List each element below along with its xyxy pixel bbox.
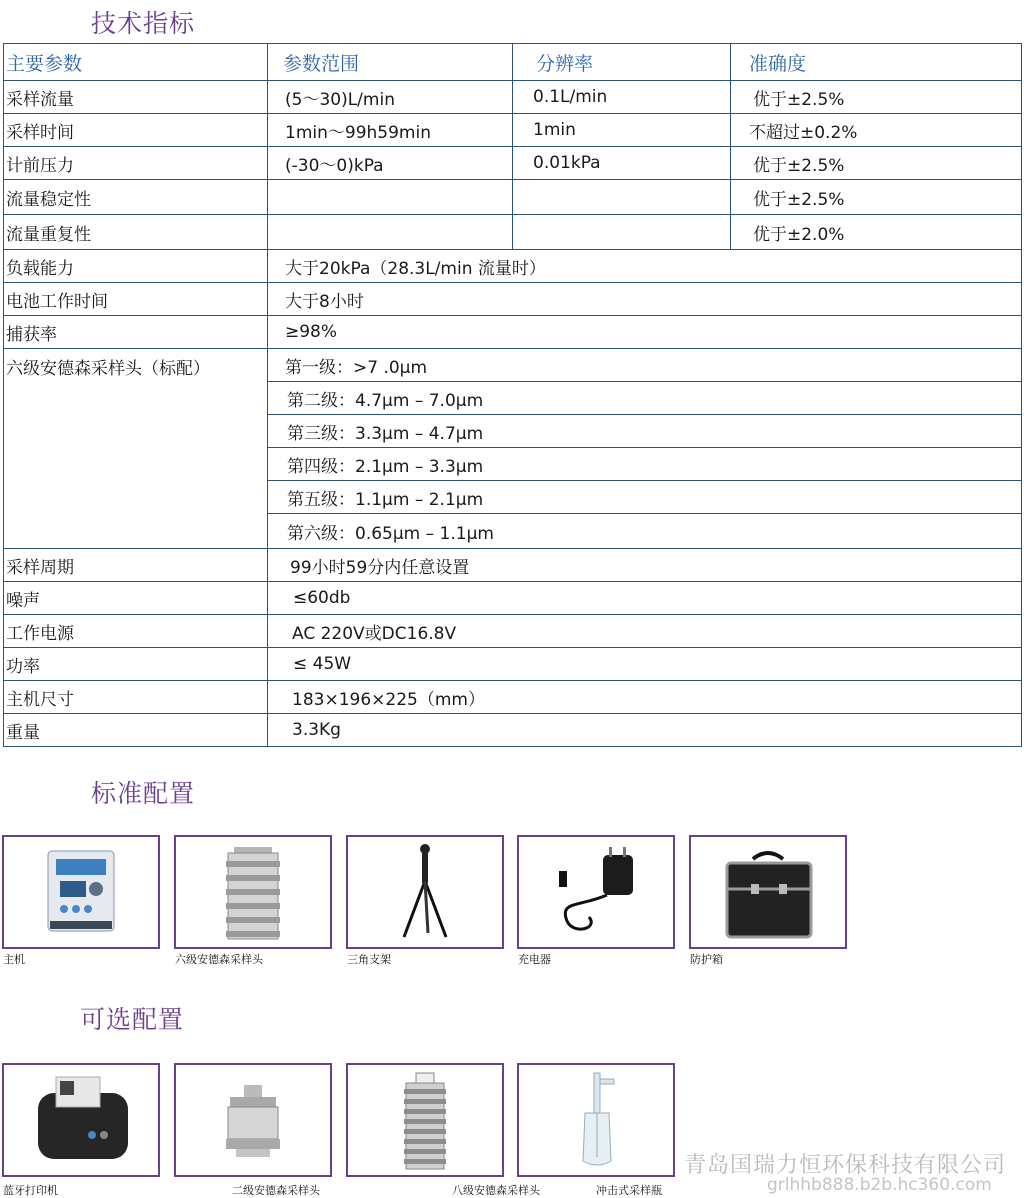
stage-value: 第二级：4.7μm – 7.0μm [268,382,1022,415]
table-row [4,648,1022,681]
item-caption: 八级安德森采样头 [452,1184,540,1197]
param-value: 大于8小时 [268,283,1022,316]
param-name: 电池工作时间 [4,283,268,316]
header-accuracy: 准确度 [731,44,1022,81]
table-row [4,615,1022,648]
param-name: 采样时间 [4,114,268,147]
sampler-host-icon [4,837,158,947]
url-watermark: grlhhb888.b2b.hc360.com [767,1175,992,1195]
carrying-case-icon [691,837,845,947]
item-caption: 防护箱 [690,953,723,966]
table-row [4,114,1022,147]
param-accuracy: 优于±2.0% [731,215,1022,250]
param-range [268,180,513,215]
stage-value: 第一级：>7 .0μm [268,349,1022,382]
item-caption: 三角支架 [347,953,391,966]
table-row [4,250,1022,283]
spec-table-header [4,44,1022,81]
param-range [268,215,513,250]
stage-value: 第四级：2.1μm – 3.3μm [268,448,1022,481]
header-param: 主要参数 [4,44,268,81]
stage-value: 第六级：0.65μm – 1.1μm [268,514,1022,549]
param-resolution: 1min [513,114,731,147]
param-resolution: 0.01kPa [513,147,731,180]
table-row [4,215,1022,250]
stage-value: 第五级：1.1μm – 2.1μm [268,481,1022,514]
item-caption: 主机 [3,953,25,966]
bluetooth-printer-image [2,1063,160,1177]
param-name: 主机尺寸 [4,681,268,714]
param-accuracy: 优于±2.5% [731,147,1022,180]
item-caption: 蓝牙打印机 [3,1184,58,1197]
param-range: 1min～99h59min [268,114,513,147]
header-range: 参数范围 [268,44,513,81]
item-caption: 二级安德森采样头 [232,1184,320,1197]
param-name: 计前压力 [4,147,268,180]
param-value: ≤60db [268,582,1022,615]
impinger-bottle-icon [519,1065,673,1175]
carrying-case-image [689,835,847,949]
param-name: 噪声 [4,582,268,615]
param-resolution [513,215,731,250]
param-value: 大于20kPa（28.3L/min 流量时） [268,250,1022,283]
impinger-bottle-image [517,1063,675,1177]
param-resolution: 0.1L/min [513,81,731,114]
param-range: (5～30)L/min [268,81,513,114]
param-name: 采样流量 [4,81,268,114]
table-row [4,316,1022,349]
table-row [4,180,1022,215]
six-stage-impactor-image [174,835,332,949]
eight-stage-impactor-image [346,1063,504,1177]
table-row [4,81,1022,114]
table-row [4,549,1022,582]
param-accuracy: 优于±2.5% [731,81,1022,114]
six-stage-impactor-icon [176,837,330,947]
table-row [4,349,1022,382]
param-name: 采样周期 [4,549,268,582]
sampler-host-image [2,835,160,949]
company-watermark: 青岛国瑞力恒环保科技有限公司 [684,1153,1007,1178]
table-row [4,147,1022,180]
stages-label: 六级安德森采样头（标配） [4,349,268,549]
param-value: AC 220V或DC16.8V [268,615,1022,648]
param-value: 3.3Kg [268,714,1022,747]
spec-table [3,43,1022,747]
param-value: 99小时59分内任意设置 [268,549,1022,582]
item-caption: 冲击式采样瓶 [596,1184,662,1197]
param-resolution [513,180,731,215]
param-name: 负载能力 [4,250,268,283]
bluetooth-printer-icon [4,1065,158,1175]
eight-stage-impactor-icon [348,1065,502,1175]
two-stage-impactor-icon [176,1065,330,1175]
tripod-image [346,835,504,949]
param-accuracy: 优于±2.5% [731,180,1022,215]
table-row [4,582,1022,615]
table-row [4,283,1022,316]
optional-config-title: 可选配置 [80,1005,185,1034]
specs-section-title: 技术指标 [91,9,196,38]
param-value: ≥98% [268,316,1022,349]
tripod-icon [348,837,502,947]
stage-value: 第三级：3.3μm – 4.7μm [268,415,1022,448]
table-row [4,714,1022,747]
param-name: 流量稳定性 [4,180,268,215]
param-value: ≤ 45W [268,648,1022,681]
param-value: 183×196×225（mm） [268,681,1022,714]
table-row [4,681,1022,714]
param-name: 工作电源 [4,615,268,648]
param-range: (-30～0)kPa [268,147,513,180]
charger-icon [519,837,673,947]
param-name: 流量重复性 [4,215,268,250]
header-resolution: 分辨率 [513,44,731,81]
param-name: 功率 [4,648,268,681]
param-name: 捕获率 [4,316,268,349]
charger-image [517,835,675,949]
two-stage-impactor-image [174,1063,332,1177]
item-caption: 六级安德森采样头 [175,953,263,966]
item-caption: 充电器 [518,953,551,966]
standard-config-title: 标准配置 [91,779,196,808]
param-accuracy: 不超过±0.2% [731,114,1022,147]
param-name: 重量 [4,714,268,747]
